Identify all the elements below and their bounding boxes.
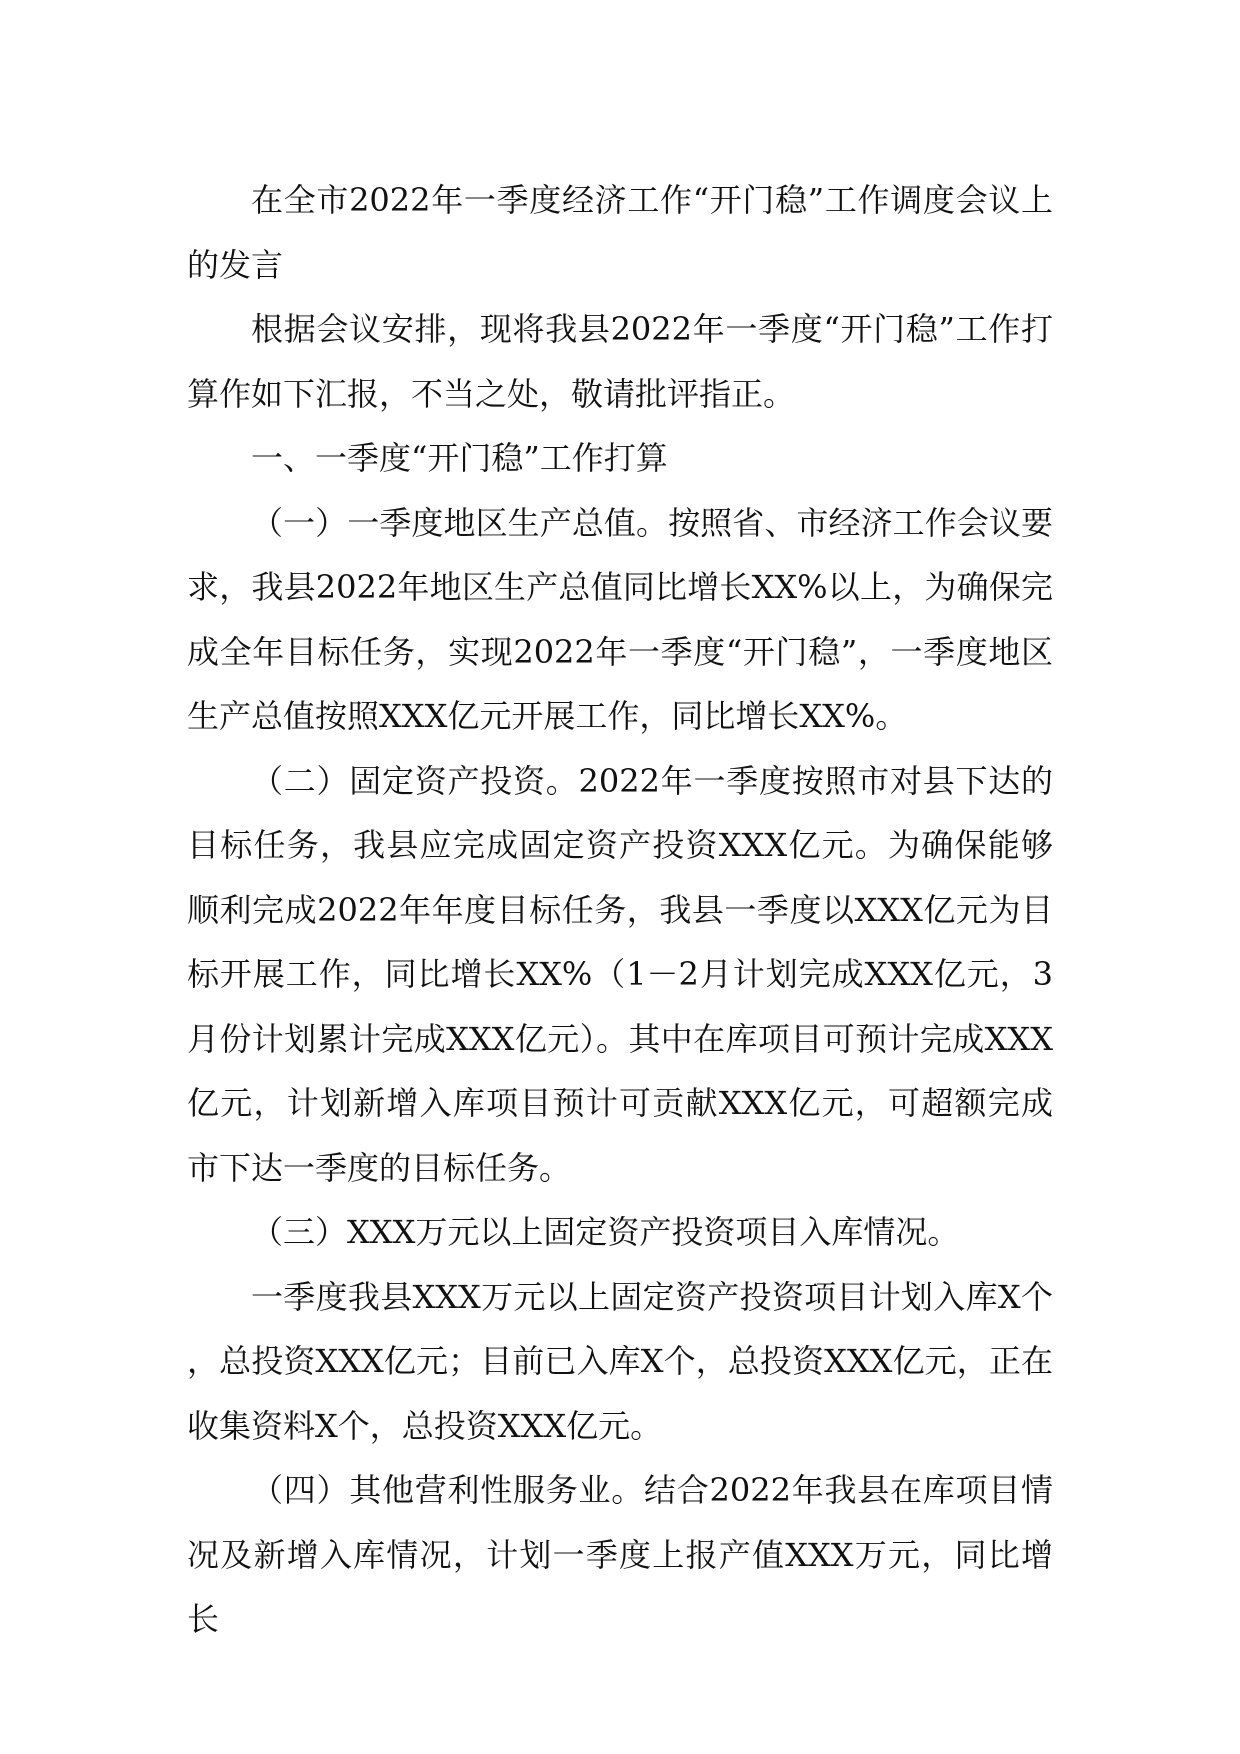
paragraph-project-storage: 一季度我县XXX万元以上固定资产投资项目计划入库X个，总投资XXX亿元；目前已入库X个，总投资XXX亿元，正在收集资料X个，总投资XXX亿元。 — [187, 1277, 1053, 1445]
paragraph-other-services: （四）其他营利性服务业。结合2022年我县在库项目情况及新增入库情况，计划一季度上报产值XXX万元，同比增长 — [187, 1471, 1053, 1638]
document-body — [187, 168, 1053, 1652]
paragraph-fixed-asset-investment: （二）固定资产投资。2022年一季度按照市对县下达的目标任务，我县应完成固定资产投资XXX亿元。为确保能够顺利完成2022年年度目标任务，我县一季度以XXX亿元为目标开展工作，同比增长XX%（1－2月计划完成XXX亿元，3月份计划累计完成XXX亿元）。其中在库项目可预计完成XXX亿元，计划新增入库项目预计可贡献XXX亿元，可超额完成市下达一季度的目标任务。 — [187, 761, 1053, 1187]
document-title: 在全市2022年一季度经济工作“开门稳”工作调度会议上的发言 — [187, 181, 1053, 284]
section-heading-1: 一、一季度“开门稳”工作打算 — [251, 439, 668, 477]
paragraph-intro: 根据会议安排，现将我县2022年一季度“开门稳”工作打算作如下汇报，不当之处，敬请批评指正。 — [187, 310, 1053, 413]
paragraph-project-storage-heading: （三）XXX万元以上固定资产投资项目入库情况。 — [251, 1213, 960, 1251]
paragraph-gdp: （一）一季度地区生产总值。按照省、市经济工作会议要求，我县2022年地区生产总值同比增长XX%以上，为确保完成全年目标任务，实现2022年一季度“开门稳”，一季度地区生产总值按照XXX亿元开展工作，同比增长XX%。 — [187, 503, 1053, 735]
